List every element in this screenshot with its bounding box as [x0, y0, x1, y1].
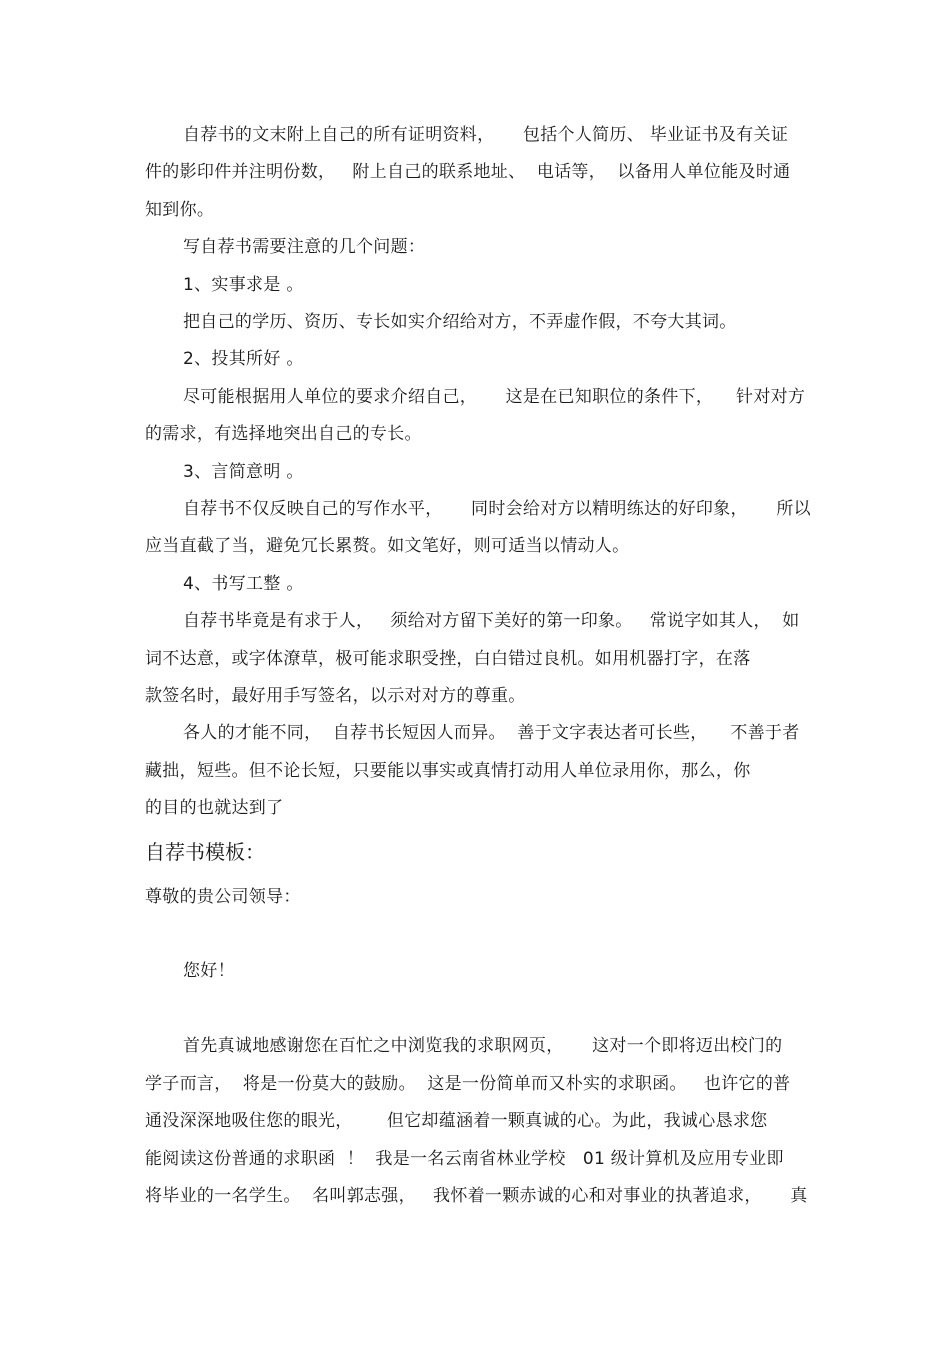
item-text-line: 尽可能根据用人单位的要求介绍自己， 这是在已知职位的条件下， 针对对方: [183, 387, 806, 407]
item-text-line: 把自己的学历、资历、专长如实介绍给对方，不弄虚作假，不夸大其词。: [183, 312, 737, 332]
closing-paragraph-line: 藏拙，短些。但不论长短，只要能以事实或真情打动用人单位录用你，那么，你: [145, 761, 751, 781]
letter-body-line: 首先真诚地感谢您在百忙之中浏览我的求职网页， 这对一个即将迈出校门的: [183, 1036, 783, 1056]
intro-paragraph-line: 知到你。: [145, 200, 215, 220]
item-title: 4、书写工整 。: [183, 574, 304, 594]
item-text-line: 款签名时，最好用手写签名，以示对对方的尊重。: [145, 686, 526, 706]
item-title: 2、投其所好 。: [183, 349, 304, 369]
item-text-line: 自荐书毕竟是有求于人， 须给对方留下美好的第一印象。 常说字如其人， 如: [183, 611, 800, 631]
letter-body-line: 将毕业的一名学生。 名叫郭志强， 我怀着一颗赤诚的心和对事业的执著追求， 真: [145, 1186, 808, 1206]
closing-paragraph-line: 各人的才能不同， 自荐书长短因人而异。 善于文字表达者可长些， 不善于者: [183, 723, 800, 743]
item-text-line: 的需求，有选择地突出自己的专长。: [145, 424, 422, 444]
letter-body-line: 学子而言， 将是一份莫大的鼓励。 这是一份简单而又朴实的求职函。 也许它的普: [145, 1074, 791, 1094]
letter-body-line: 能阅读这份普通的求职函 ！ 我是一名云南省林业学校 01 级计算机及应用专业即: [145, 1149, 784, 1169]
letter-greeting: 您好！: [183, 961, 235, 981]
intro-paragraph-line: 自荐书的文末附上自己的所有证明资料， 包括个人简历、 毕业证书及有关证: [183, 125, 789, 145]
item-title: 1、实事求是 。: [183, 275, 304, 295]
item-text-line: 应当直截了当，避免冗长累赘。如文笔好，则可适当以情动人。: [145, 536, 630, 556]
item-title: 3、言简意明 。: [183, 462, 304, 482]
letter-body-line: 通没深深地吸住您的眼光， 但它却蕴涵着一颗真诚的心。为此，我诚心恳求您: [145, 1111, 768, 1131]
closing-paragraph-line: 的目的也就达到了: [145, 798, 284, 818]
intro-paragraph-line: 件的影印件并注明份数， 附上自己的联系地址、 电话等， 以备用人单位能及时通: [145, 162, 791, 182]
item-text-line: 词不达意，或字体潦草，极可能求职受挫，白白错过良机。如用机器打字，在落: [145, 649, 751, 669]
item-text-line: 自荐书不仅反映自己的写作水平， 同时会给对方以精明练达的好印象， 所以: [183, 499, 811, 519]
letter-salutation: 尊敬的贵公司领导：: [145, 887, 301, 907]
template-heading: 自荐书模板：: [145, 840, 265, 864]
section-intro-line: 写自荐书需要注意的几个问题：: [183, 237, 426, 257]
